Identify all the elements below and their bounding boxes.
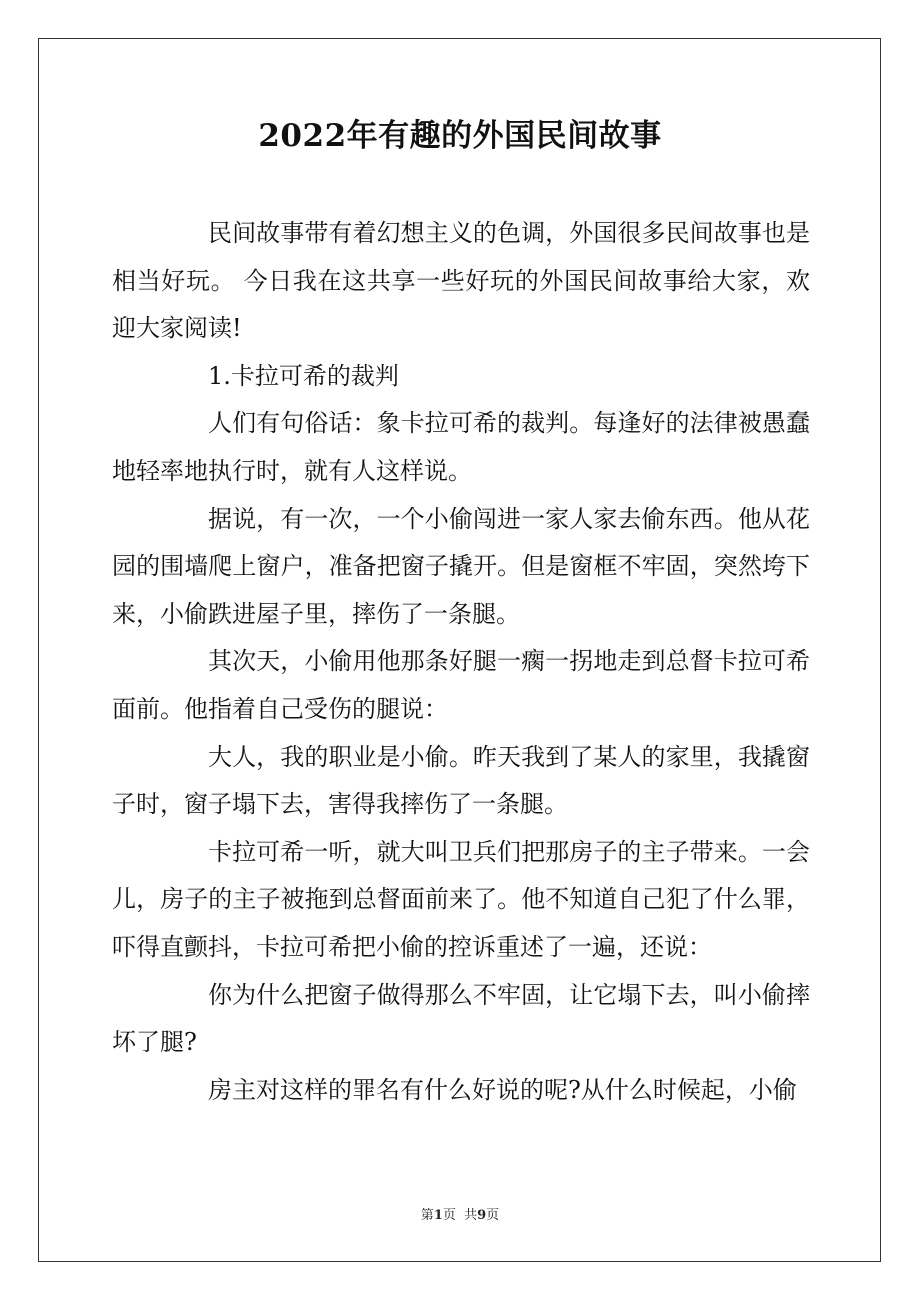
paragraph: 你为什么把窗子做得那么不牢固，让它塌下去，叫小偷摔坏了腿? (112, 980, 810, 1057)
paragraph: 据说，有一次，一个小偷闯进一家人家去偷东西。他从花园的围墙爬上窗户，准备把窗子撬开。但是窗框不牢固，突然垮下来，小偷跌进屋子里，摔伤了一条腿。 (112, 504, 810, 628)
paragraph: 大人，我的职业是小偷。昨天我到了某人的家里，我撬窗子时，窗子塌下去，害得我摔伤了一条腿。 (112, 742, 810, 819)
page-total: 9 (477, 1208, 487, 1223)
document-body (112, 210, 810, 1114)
document-title: 2022年有趣的外国民间故事 (258, 118, 662, 154)
page-mid: 页 共 (442, 1208, 478, 1223)
page-suffix: 页 (486, 1208, 500, 1223)
section-heading: 1.卡拉可希的裁判 (208, 361, 399, 390)
paragraph: 其次天，小偷用他那条好腿一瘸一拐地走到总督卡拉可希面前。他指着自己受伤的腿说： (112, 647, 810, 723)
paragraph: 卡拉可希一听，就大叫卫兵们把那房子的主子带来。一会儿，房子的主子被拖到总督面前来了。他不知道自己犯了什么罪，吓得直颤抖，卡拉可希把小偷的控诉重述了一遍，还说： (112, 837, 810, 961)
paragraph: 房主对这样的罪名有什么好说的呢?从什么时候起，小偷 (208, 1075, 797, 1104)
page-footer (0, 1206, 920, 1226)
paragraph: 人们有句俗话：象卡拉可希的裁判。每逢好的法律被愚蠢地轻率地执行时，就有人这样说。 (112, 409, 810, 485)
paragraph-intro: 民间故事带有着幻想主义的色调，外国很多民间故事也是相当好玩。 今日我在这共享一些好玩的外国民间故事给大家，欢迎大家阅读! (112, 219, 810, 343)
page-prefix: 第 (420, 1208, 434, 1223)
page-current: 1 (433, 1208, 443, 1223)
